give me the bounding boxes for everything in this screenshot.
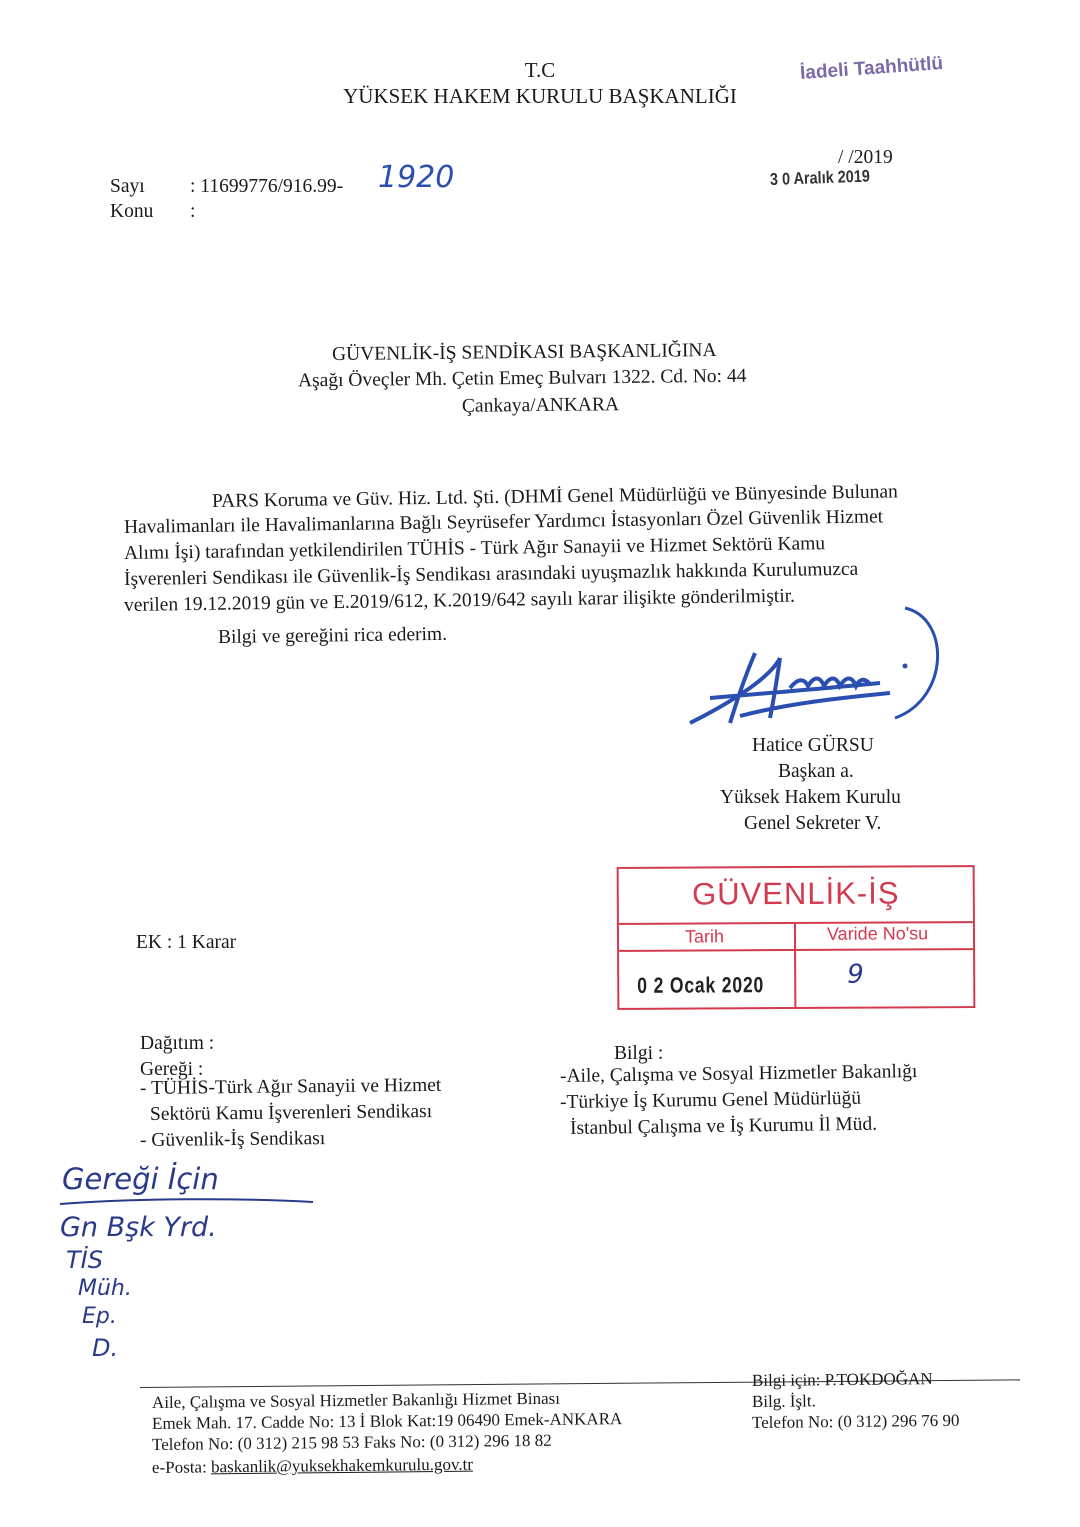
bilgi-item-3: İstanbul Çalışma ve İş Kurumu İl Müd. [569,1113,878,1139]
body-line-4: İşverenleri Sendikası ile Güvenlik-İş Sendikası arasındaki uyuşmazlık hakkında Kurulumuzca [123,558,859,590]
footer-address-1: Aile, Çalışma ve Sosyal Hizmetler Bakanlığı Hizmet Binası [151,1388,560,1412]
stamp-date-label: Tarih [684,926,725,947]
footer-contact-role: Bilg. İşlt. [751,1391,816,1411]
signature-scribble [680,598,950,738]
gereği-item-2: Sektörü Kamu İşverenleri Sendikası [149,1101,433,1125]
gereği-label: Gereği : [140,1059,204,1080]
signer-title-3: Genel Sekreter V. [744,813,882,834]
handnote-4: Müh. [78,1276,132,1301]
header-institution: YÜKSEK HAKEM KURULU BAŞKANLIĞI [343,84,737,108]
date-stamp: 3 0 Aralık 2019 [769,166,871,189]
footer-email-link[interactable]: baskanlik@yuksekhakemkurulu.gov.tr [210,1454,474,1477]
registered-mail-stamp: İadeli Taahhütlü [799,53,944,84]
addressee-line1: GÜVENLİK-İŞ SENDİKASI BAŞKANLIĞINA [331,339,717,366]
handnote-5: Ep. [82,1304,117,1329]
gereği-item-3: - Güvenlik-İş Sendikası [139,1128,326,1151]
stamp-number-value: 9 [847,959,864,990]
sayi-label: Sayı [110,176,145,197]
footer-email-row [152,1454,473,1478]
signer-title-1: Başkan a. [778,761,854,782]
addressee-line3: Çankaya/ANKARA [461,394,620,417]
addressee-line2: Aşağı Öveçler Mh. Çetin Emeç Bulvarı 1322. Cd. No: 44 [297,365,747,392]
footer-contact-phone: Telefon No: (0 312) 296 76 90 [751,1410,960,1432]
body-closing: Bilgi ve gereğini rica ederim. [217,623,448,648]
stamp-title: GÜVENLİK-İŞ [691,875,900,912]
stamp-date-value: 0 2 Ocak 2020 [637,972,765,998]
footer-email-label: e-Posta: [151,1457,207,1477]
signer-title-2: Yüksek Hakem Kurulu [720,787,901,808]
bilgi-item-1: -Aile, Çalışma ve Sosyal Hizmetler Bakanlığı [559,1061,918,1087]
footer-phone: Telefon No: (0 312) 215 98 53 Faks No: (0 312) 296 18 82 [151,1430,552,1454]
body-line-3: Alımı İşi) tarafından yetkilendirilen TÜHİS - Türk Ağır Sanayii ve Hizmet Sektörü Kamu [123,533,826,564]
body-line-2: Havalimanları ile Havalimanlarına Bağlı Seyrüsefer Yardımcı İstasyonları Özel Güvenlik Hizmet [123,506,884,538]
footer-contact-person: Bilgi için: P.TOKDOĞAN [751,1369,933,1390]
header-tc: T.C [524,58,556,82]
footer-address-2: Emek Mah. 17. Cadde No: 13 İ Blok Kat:19 06490 Emek-ANKARA [151,1409,623,1433]
stamp-number-label: Varide No'su [826,923,929,944]
date-printed: / /2019 [838,147,893,168]
konu-value: : [190,201,196,222]
handnote-3: TİS [66,1246,103,1274]
gereği-item-1: - TÜHİS-Türk Ağır Sanayii ve Hizmet [139,1074,442,1099]
bilgi-item-2: -Türkiye İş Kurumu Genel Müdürlüğü [559,1087,862,1113]
body-line-1: PARS Koruma ve Güv. Hiz. Ltd. Şti. (DHMİ Genel Müdürlüğü ve Bünyesinde Bulunan [211,481,898,512]
sayi-value: : 11699776/916.99- [190,176,344,197]
incoming-stamp [617,865,976,1010]
konu-label: Konu [110,201,154,222]
body-line-5: verilen 19.12.2019 gün ve E.2019/612, K.2019/642 sayılı karar ilişikte gönderilmiştir. [123,585,796,616]
handnote-1: Gereği İçin [62,1162,219,1196]
handnote-6: D. [92,1334,119,1362]
bilgi-label: Bilgi : [614,1043,664,1064]
attachment: EK : 1 Karar [136,932,237,953]
distribution-label: Dağıtım : [140,1033,215,1054]
handnote-2: Gn Bşk Yrd. [60,1212,217,1243]
stamp-divider-vertical [794,922,796,1007]
signer-name: Hatice GÜRSU [752,735,874,756]
handnote-underline [58,1196,318,1208]
sayi-handwritten: 1920 [378,160,455,195]
